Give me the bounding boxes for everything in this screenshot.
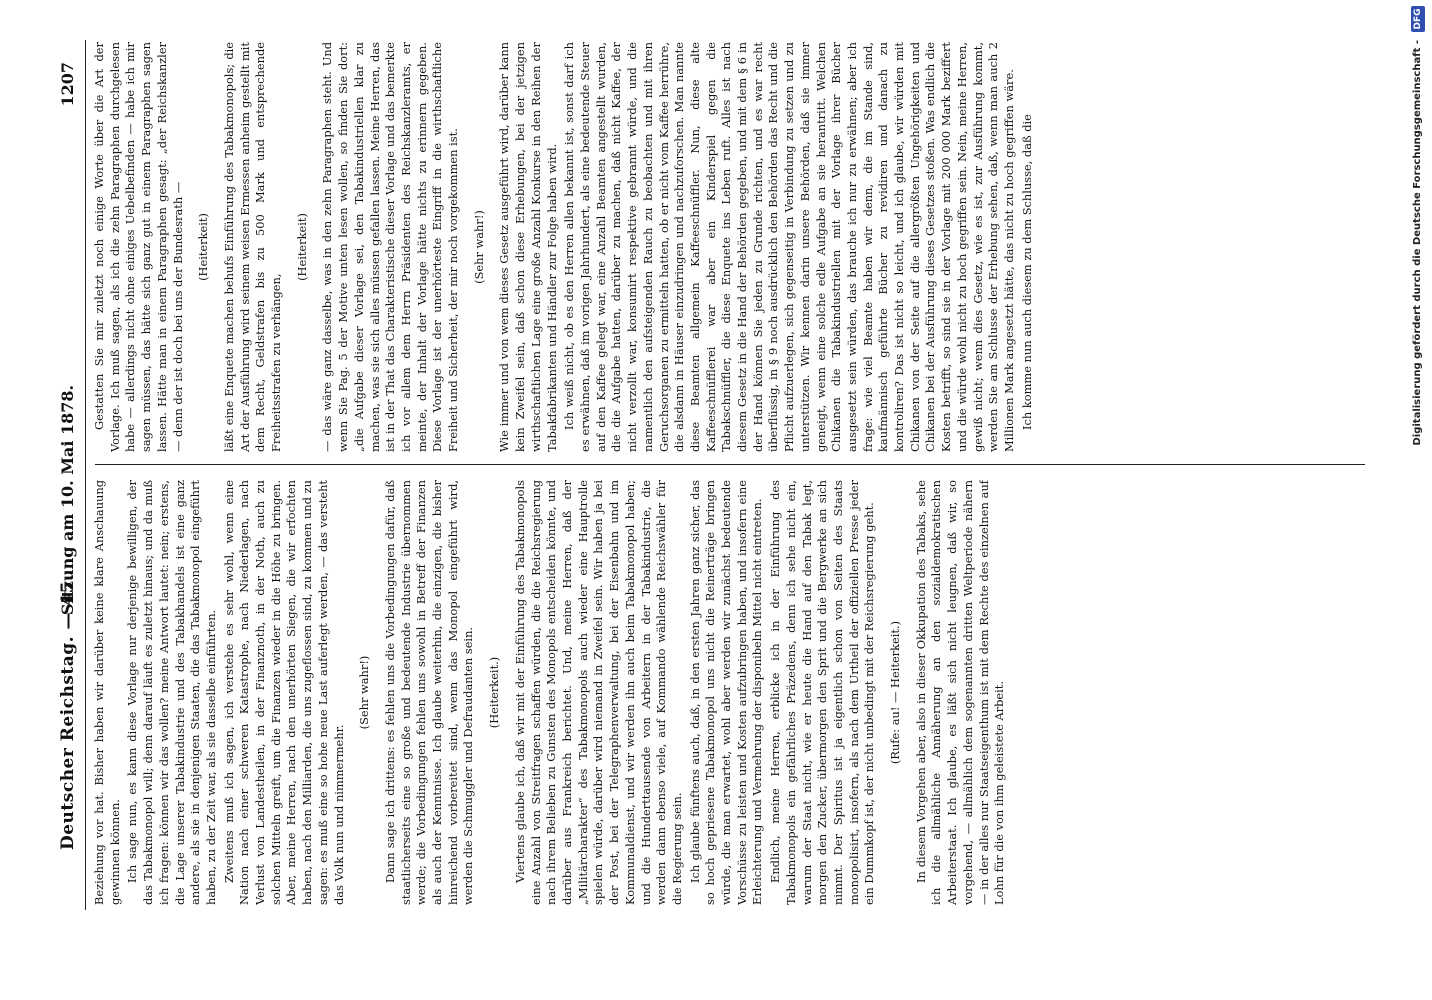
paragraph: Gestatten Sie mir zuletzt noch einige Worte über die Art der Vorlage. Ich muß sagen, als ich die zehn Paragraphen durchgelesen habe — allerdings nicht ohne einiges Uebelbefinden — habe ich mir sagen müssen, das hätte sich ganz gut in einem Paragraphen sagen lassen. Hätte man in einem Paragraphen gesagt: „der Reichskanzler — denn der ist doch bei uns der Bundesrath — [92, 42, 185, 452]
paragraph: Dann sage ich drittens: es fehlen uns die Vorbedingungen dafür, daß staatlicherseits eine so große und bedeutende Industrie übernommen werde; die Vorbedingungen fehlen uns sowohl in Betreff der Finanzen als auch der Kenntnisse. Ich glaube weiterhin, die einzigen, die bisher hinreichend vorbereitet sind, wenn das Monopol eingeführt wird, werden die Schmuggler und Defraudanten sein. [382, 480, 476, 905]
paragraph: Ich sage nun, es kann diese Vorlage nur derjenige bewilligen, der das Tabakmonopol will; denn darauf läuft es zuletzt hinaus; und da muß ich fragen: können wir das wollen? meine Antwort lautet: nein; erstens, die Lage unserer Tabakindustrie und des Tabakhandels ist eine ganz andere, als sie in denjenigen Staaten, die das Tabakmonopol eingeführt haben, zu der Zeit war, als sie dasselbe einführten. [125, 480, 218, 905]
paragraph: Endlich, meine Herren, erblicke ich in der Einführung des Tabakmonopols ein gefährliches Präzedens, denn ich sehe nicht ein, warum der Staat nicht, wie er heute die Hand auf den Tabak legt, morgen den Zucker, übermorgen den Sprit und die Bergwerke an sich nimmt. Der Spiritus ist ja eigentlich schon von Seiten des Staats monopolisirt, insofern, als nach dem Urtheil der offiziellen Presse jeder ein Dummkopf ist, der nicht unbedingt mit der Reichsregierung geht. [768, 480, 877, 905]
right-column [92, 42, 1362, 452]
digitization-notice: Digitalisierung gefördert durch die Deutsche Forschungsgemeinschaft - [1412, 40, 1423, 446]
publication-title: Deutscher Reichstag. — 45. [58, 574, 78, 850]
interjection: (Sehr wahr!) [471, 210, 486, 284]
paragraph: Ich weiß nicht, ob es den Herren allen bekannt ist, sonst darf ich es erwähnen, daß im vorigen Jahrhundert, als eine bedeutende Steuer auf den Kaffee gelegt war, eine Anzahl Beamten angestellt wurden, die die Aufgabe hatten, darüber zu machen, daß nicht Kaffee, der nicht verzollt war, konsumirt respektive gebrannt würde, und die namentlich den aufsteigenden Rauch zu beobachten und mit ihren Geruchsorganen zu ermitteln hatten, ob er nicht vom Kaffee herrühre, die alsdann in Häuser einzudringen und nachzuforschen. Man nannte diese Beamten allgemein Kaffeeschnüffler. Nun, diese alte Kaffeeschnüfflerei war aber ein Kinderspiel gegen die Tabakschnüffler, die diese Enquete ins Leben ruft. Alles ist nach diesem Gesetz in die Hand der Behörden gegeben, und mit dem § 6 in der Hand können Sie jeden zu Grunde richten, und es war recht überflüssig, in § 9 noch ausdrücklich den Behörden das Recht und die Pflicht aufzuerlegen, sich gegenseitig in Verbindung zu setzen und zu unterstützen. Wir kennen darin unsere Behörden, daß sie immer geneigt, wenn eine solche edle Aufgabe an sie herantritt. Welchen Chikanen die Tabakindustriellen mit der Vorlage ihrer Bücher ausgesetzt sein würden, das brauche ich nur zu erwähnen; aber ich frage: wie viel Beamte haben wir denn, die im Stande sind, kaufmännisch geführte Bücher zu revidiren und danach zu kontroliren? Das ist nicht so leicht, und ich glaube, wir würden mit Chikanen von der Seite auf die allergrößten Ungehörigkeiten und Chikanen bei der Ausführung dieses Gesetzes stoßen. Was endlich die Kosten betrifft, so sind sie in der Vorlage mit 200 000 Mark beziffert und die würde wohl nicht zu hoch gegriffen sein. Nein, meine Herren, gewiß nicht; wenn dies Gesetz, wie es ist, zur Ausführung kommt, werden Sie am Schlusse der Erhebung sehen, daß, wenn man auch 2 Millionen Mark angesetzt hätte, das nicht zu hoch gegriffen wäre. [562, 42, 1016, 452]
dfg-logo: DFG [1411, 6, 1425, 32]
paragraph: In diesem Vorgehen aber, also in dieser Okkupation des Tabaks, sehe ich die allmähliche Annäherung an den sozialdemokratischen Arbeiterstaat. Ich glaube, es läßt sich nicht leugnen, daß wir, so vorgehend, — allmählich dem sogenannten dritten Weltperiode nähern — in der alles nur Staatseigenthum ist mit dem Rechte des einzelnen auf Lohn für die von ihm geleistete Arbeit. [913, 480, 1007, 905]
paragraph: Beziehung vor hat. Bisher haben wir darüber keine klare Anschauung gewinnen können. [92, 480, 122, 905]
interjection: (Heiterkeit) [196, 213, 211, 281]
paragraph: Zweitens muß ich sagen, ich verstehe es sehr wohl, wenn eine Nation nach einer schweren Katastrophe, nach Niederlagen, nach Verlust von Landestheilen, in der Finanznoth, in der Noth, auch zu solchen Mitteln greift, um die Finanzen wieder in die Höhe zu bringen. Aber, meine Herren, nach den unerhörten Siegen, die wir erfochten haben, nach den Milliarden, die uns zugeflossen sind, zu kommen und zu sagen: es muß eine so hohe neue Last auferlegt werden, — das versteht das Volk nun und nimmermehr. [221, 480, 346, 905]
page-number: 1207 [58, 62, 77, 107]
left-column [92, 480, 1362, 905]
header-rule [85, 40, 86, 910]
paragraph: Ich glaube fünftens auch, daß, in den ersten Jahren ganz sicher, das so hoch gepriesene Tabakmonopol uns nicht die Reinerträge bringen würde, die man erwartet, wohl aber werden wir zunächst bedeutende Vorschüsse zu leisten und Kosten aufzubringen haben, und insofern eine Erleichterung und Vermehrung der disponibeln Mittel nicht eintreten. [687, 480, 765, 905]
paragraph: — das wäre ganz dasselbe, was in den zehn Paragraphen steht. Und wenn Sie Pag. 5 der Motive unten lesen wollen, so finden Sie dort: „die Aufgabe dieser Vorlage sei, den Tabakindustriellen klar zu machen, was sie sich alles müssen gefallen lassen. Meine Herren, das ist in der That das Charakteristische dieser Vorlage und das bemerkte ich vor allem dem Herrn Präsidenten des Reichskanzleramts, er meinte, der Inhalt der Vorlage hätte nichts zu erinnern gegeben. Diese Vorlage ist der unerhörteste Eingriff in die wirthschaftliche Freiheit und Sicherheit, der mir noch vorgekommen ist. [320, 42, 461, 452]
paragraph: Viertens glaube ich, daß wir mit der Einführung des Tabakmonopols eine Anzahl von Streitfragen schaffen würden, die die Reichsregierung nach ihrem Belieben zu Gunsten des Monopols entscheiden könnte, und darüber aus Frankreich berichtet. Und, meine Herren, daß der „Militärcharakter“ des Tabakmonopols auch wieder eine Hauptrolle spielen würde, darüber wird niemand in Zweifel sein. Wir haben ja bei der Post, bei der Telegraphenverwaltung, bei der Eisenbahn und im Kommunaldienst, und wir werden ihn auch beim Tabakmonopol haben; und die Hunderttausende von Arbeitern in der Tabakindustrie, die werden dann ebenso viele, auf Kommando wählende Reichswähler für die Regierung sein. [512, 480, 684, 905]
column-divider [95, 464, 1365, 465]
paragraph: Wie immer und von wem dieses Gesetz ausgeführt wird, darüber kann kein Zweifel sein, daß schon diese Erhebungen, bei der jetzigen wirthschaftlichen Lage eine große Anzahl Konkurse in den Reihen der Tabakfabrikanten und Händler zur Folge haben wird. [497, 42, 559, 452]
interjection: (Sehr wahr!) [357, 655, 372, 730]
interjection: (Rufe: au! — Heiterkeit.) [888, 620, 903, 765]
interjection: (Heiterkeit) [294, 213, 309, 281]
page-footer [1412, 0, 1428, 1000]
session-date: Sitzung am 10. Mai 1878. [58, 384, 77, 616]
paragraph: Ich komme nun auch diesem zu dem Schlusse, daß die [1019, 114, 1034, 430]
paragraph: läßt eine Enquete machen behufs Einführung des Tabakmonopols; die Art der Ausführung wird seinem weisen Ermessen anheim gestellt mit dem Recht, Geldstrafen bis zu 500 Mark und entsprechende Freiheitsstrafen zu verhängen, [221, 42, 284, 452]
interjection: (Heiterkeit.) [487, 656, 502, 729]
